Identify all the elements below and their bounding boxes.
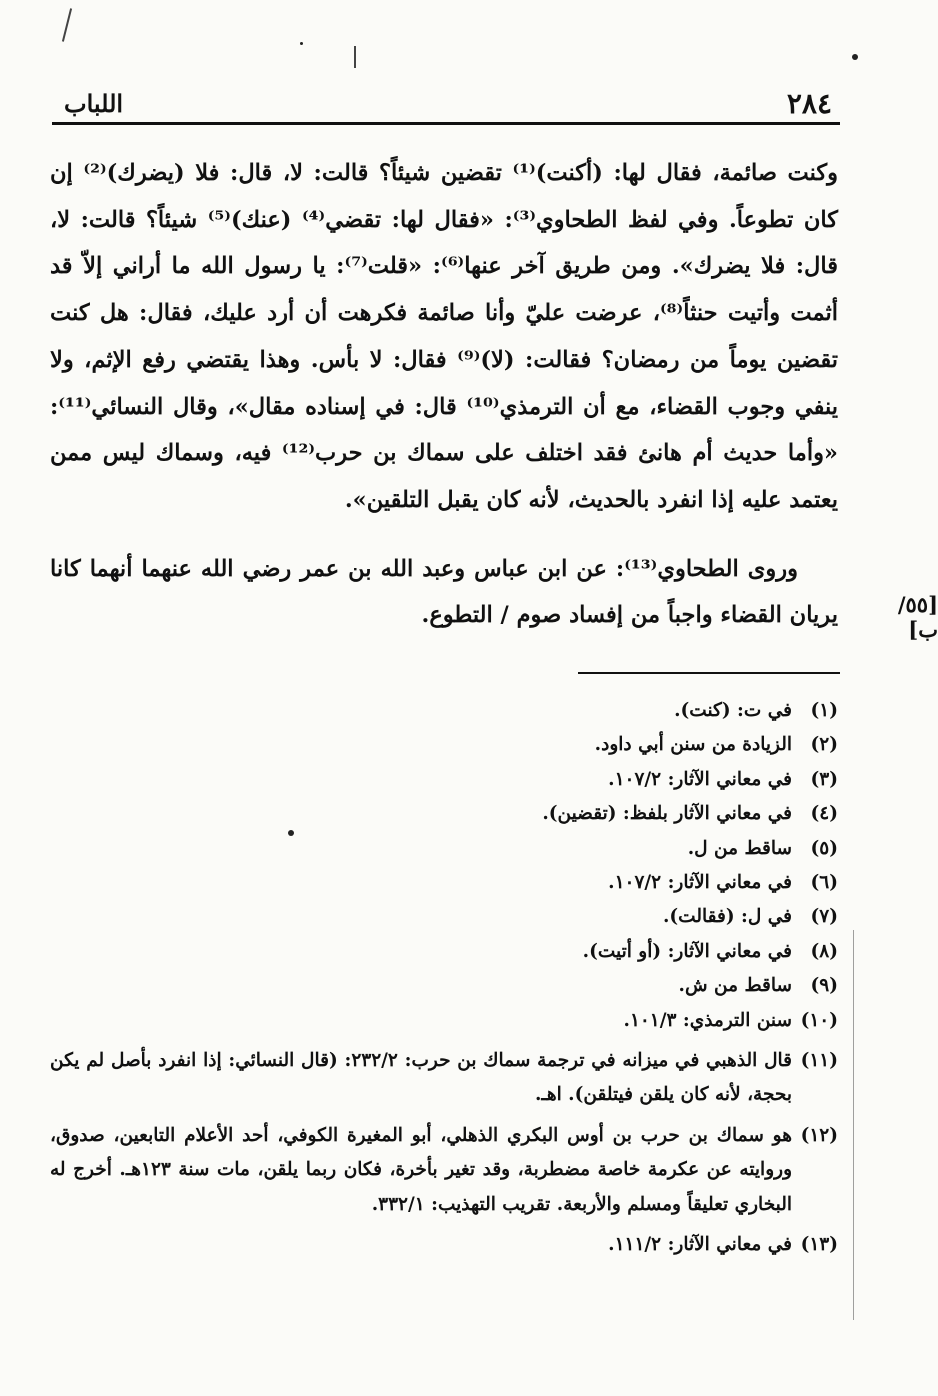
footnote-text: في معاني الآثار: ١١١/٢. <box>608 1234 792 1256</box>
footnote-number: (٦) <box>810 872 838 894</box>
footnote-text: سنن الترمذي: ١٠١/٣. <box>623 1009 792 1031</box>
footnote-number: (١٢) <box>800 1124 838 1146</box>
footnote-number: (٣) <box>810 768 838 790</box>
footnote-item <box>50 797 838 831</box>
footnotes <box>50 694 838 1263</box>
footnote-number: (٥) <box>810 837 838 859</box>
footnote-text: في ل: (فقالت). <box>662 906 792 928</box>
main-text <box>50 150 838 639</box>
footnote-item <box>50 1228 838 1262</box>
footnote-item <box>50 935 838 969</box>
footnote-text: ساقط من ش. <box>678 975 792 997</box>
footnote-text: الزيادة من سنن أبي داود. <box>594 734 792 756</box>
footnote-item <box>50 1044 838 1113</box>
footnote-text: قال الذهبي في ميزانه في ترجمة سماك بن حرب: ٢٣٢/٢: (قال النسائي: إذا انفرد بأصل لم يكن بحجة، لأنه كان يلقن فيتلقن). اهـ. <box>50 1050 792 1106</box>
footnote-text: في معاني الآثار بلفظ: (تقضين). <box>542 803 792 825</box>
manuscript-folio-marker: [٥٥/ب] <box>897 592 938 642</box>
paragraph: وروى الطحاوي⁽¹³⁾: عن ابن عباس وعبد الله بن عمر رضي الله عنهما أنهما كانا يريان القضاء واجباً من إفساد صوم / التطوع. <box>50 555 838 629</box>
footnote-number: (٨) <box>810 940 838 962</box>
footnote-text: في معاني الآثار: ١٠٧/٢. <box>608 768 792 790</box>
footnote-item <box>50 1119 838 1222</box>
footnote-divider <box>578 672 840 674</box>
scan-speck <box>300 42 303 45</box>
footnote-text: في معاني الآثار: (أو أتيت). <box>582 940 792 962</box>
book-title: اللباب <box>64 89 124 118</box>
footnote-text: هو سماك بن حرب بن أوس البكري الذهلي، أبو المغيرة الكوفي، أحد الأعلام التابعين، صدوق، وروايته عن عكرمة خاصة مضطربة، وقد تغير بأخرة، فكان ربما يلقن، مات سنة ١٢٣هـ. أخرج له البخاري تعليقاً ومسلم والأربعة. تقريب التهذيب: ٣٣٢/١. <box>50 1124 792 1215</box>
footnote-item <box>50 728 838 762</box>
footnote-number: (٩) <box>810 975 838 997</box>
footnote-number: (١٣) <box>800 1234 838 1256</box>
footnote-item <box>50 694 838 728</box>
footnote-number: (٢) <box>810 734 838 756</box>
paragraph: وكنت صائمة، فقال لها: (أكنت)⁽¹⁾ تقضين شيئاً؟ قالت: لا، قال: فلا (يضرك)⁽²⁾ إن كان تطوعاً. وفي لفظ الطحاوي⁽³⁾: «فقال لها: تقضي⁽⁴⁾ (عنك)⁽⁵⁾ شيئاً؟ قالت: لا، قال: فلا يضرك». ومن طريق آخر عنها⁽⁶⁾: «قلت⁽⁷⁾: يا رسول الله ما أراني إلاّ قد أثمت وأتيت حنثاً⁽⁸⁾، عرضت عليّ وأنا صائمة فكرهت أن أرد عليك، فقال: هل كنت تقضين يوماً من رمضان؟ فقالت: (لا)⁽⁹⁾ فقال: لا بأس. وهذا يقتضي رفع الإثم، ولا ينفي وجوب القضاء، مع أن الترمذي⁽¹⁰⁾ قال: في إسناده مقال»، وقال النسائي⁽¹¹⁾: «وأما حديث أم هانئ فقد اختلف على سماك بن حرب⁽¹²⁾ فيه، وسماك ليس ممن يعتمد عليه إذا انفرد بالحديث، لأنه كان يقبل التلقين». <box>50 160 839 513</box>
footnote-item <box>50 969 838 1003</box>
scan-speck <box>852 54 858 60</box>
footnote-item <box>50 900 838 934</box>
scan-mark <box>354 46 356 68</box>
scan-mark <box>853 930 854 1320</box>
footnote-item <box>50 866 838 900</box>
page-number: ٢٨٤ <box>786 87 832 120</box>
footnote-text: في معاني الآثار: ١٠٧/٢. <box>608 872 792 894</box>
footnote-text: في ت: (كنت). <box>674 700 792 721</box>
scan-mark <box>62 8 72 41</box>
footnote-number: (١١) <box>800 1050 838 1072</box>
scan-speck <box>288 830 294 836</box>
footnote-number: (٤) <box>810 803 838 825</box>
footnote-text: ساقط من ل. <box>687 837 792 859</box>
footnote-number: (١) <box>810 700 838 721</box>
running-header <box>52 82 840 125</box>
footnote-number: (١٠) <box>800 1009 838 1031</box>
footnote-number: (٧) <box>810 906 838 928</box>
footnote-item <box>50 1004 838 1038</box>
footnote-item <box>50 832 838 866</box>
footnote-item <box>50 763 838 797</box>
